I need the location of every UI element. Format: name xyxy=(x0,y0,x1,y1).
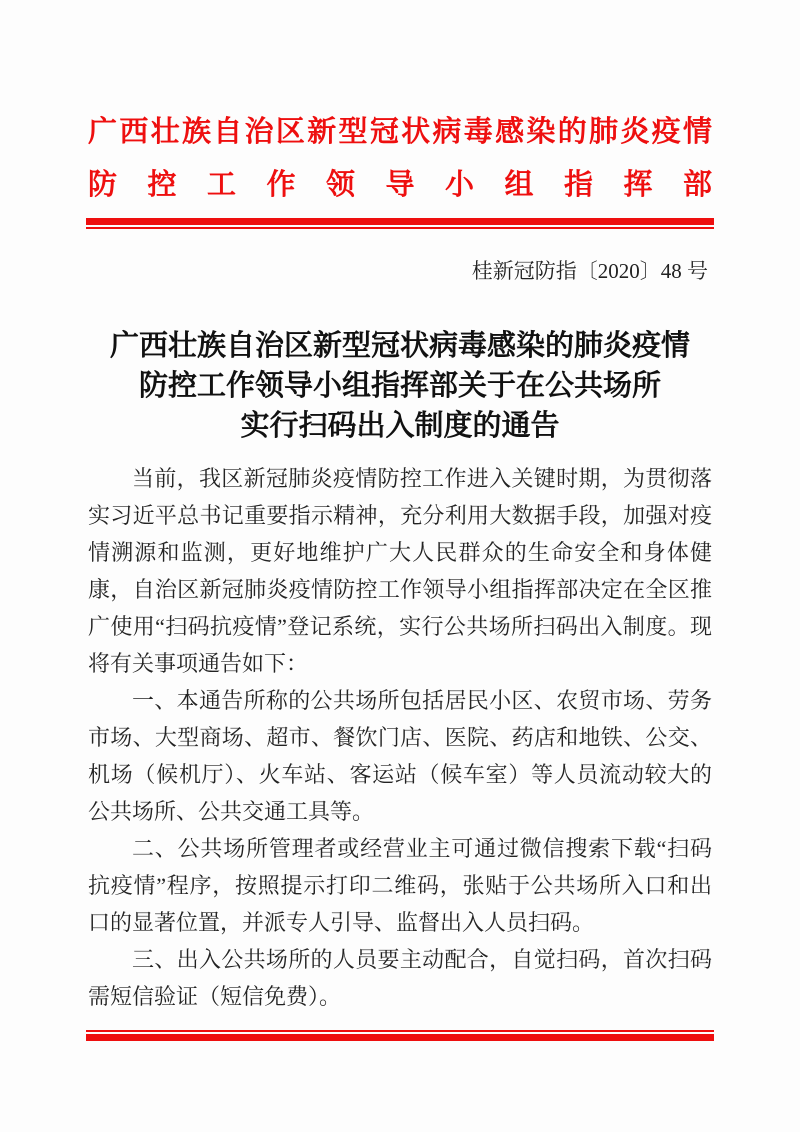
document-number: 桂新冠防指〔2020〕48 号 xyxy=(471,259,708,283)
masthead xyxy=(88,106,712,212)
body-paragraph-item-1: 一、本通告所称的公共场所包括居民小区、农贸市场、劳务市场、大型商场、超市、餐饮门店、医院、药店和地铁、公交、机场（候机厅）、火车站、客运站（候车室）等人员流动较大的公共场所、公共交通工具等。 xyxy=(88,688,712,824)
document-body xyxy=(88,460,712,1015)
masthead-line-1: 广西壮族自治区新型冠状病毒感染的肺炎疫情 xyxy=(88,116,712,148)
title-line-3: 实行扫码出入制度的通告 xyxy=(240,410,560,442)
header-rule-thick-line xyxy=(86,218,714,225)
footer-red-rule xyxy=(86,1030,714,1041)
header-red-rule xyxy=(86,218,714,229)
title-line-1: 广西壮族自治区新型冠状病毒感染的肺炎疫情 xyxy=(109,330,690,362)
masthead-line-2: 防控工作领导小组指挥部 xyxy=(88,169,712,201)
body-paragraph-item-3: 三、出入公共场所的人员要主动配合，自觉扫码，首次扫码需短信验证（短信免费）。 xyxy=(88,947,712,1009)
body-paragraph-item-2: 二、公共场所管理者或经营业主可通过微信搜索下载“扫码抗疫情”程序，按照提示打印二维码，张贴于公共场所入口和出口的显著位置，并派专人引导、监督出入人员扫码。 xyxy=(88,836,712,935)
footer-rule-thick-line xyxy=(86,1034,714,1041)
body-paragraph-intro: 当前，我区新冠肺炎疫情防控工作进入关键时期，为贯彻落实习近平总书记重要指示精神，充分利用大数据手段，加强对疫情溯源和监测，更好地维护广大人民群众的生命安全和身体健康，自治区新冠肺炎疫情防控工作领导小组指挥部决定在全区推广使用“扫码抗疫情”登记系统，实行公共场所扫码出入制度。现将有关事项通告如下： xyxy=(88,466,712,676)
title-line-2: 防控工作领导小组指挥部关于在公共场所 xyxy=(138,370,661,402)
header-rule-thin-line xyxy=(86,227,714,229)
document-title xyxy=(88,326,712,446)
